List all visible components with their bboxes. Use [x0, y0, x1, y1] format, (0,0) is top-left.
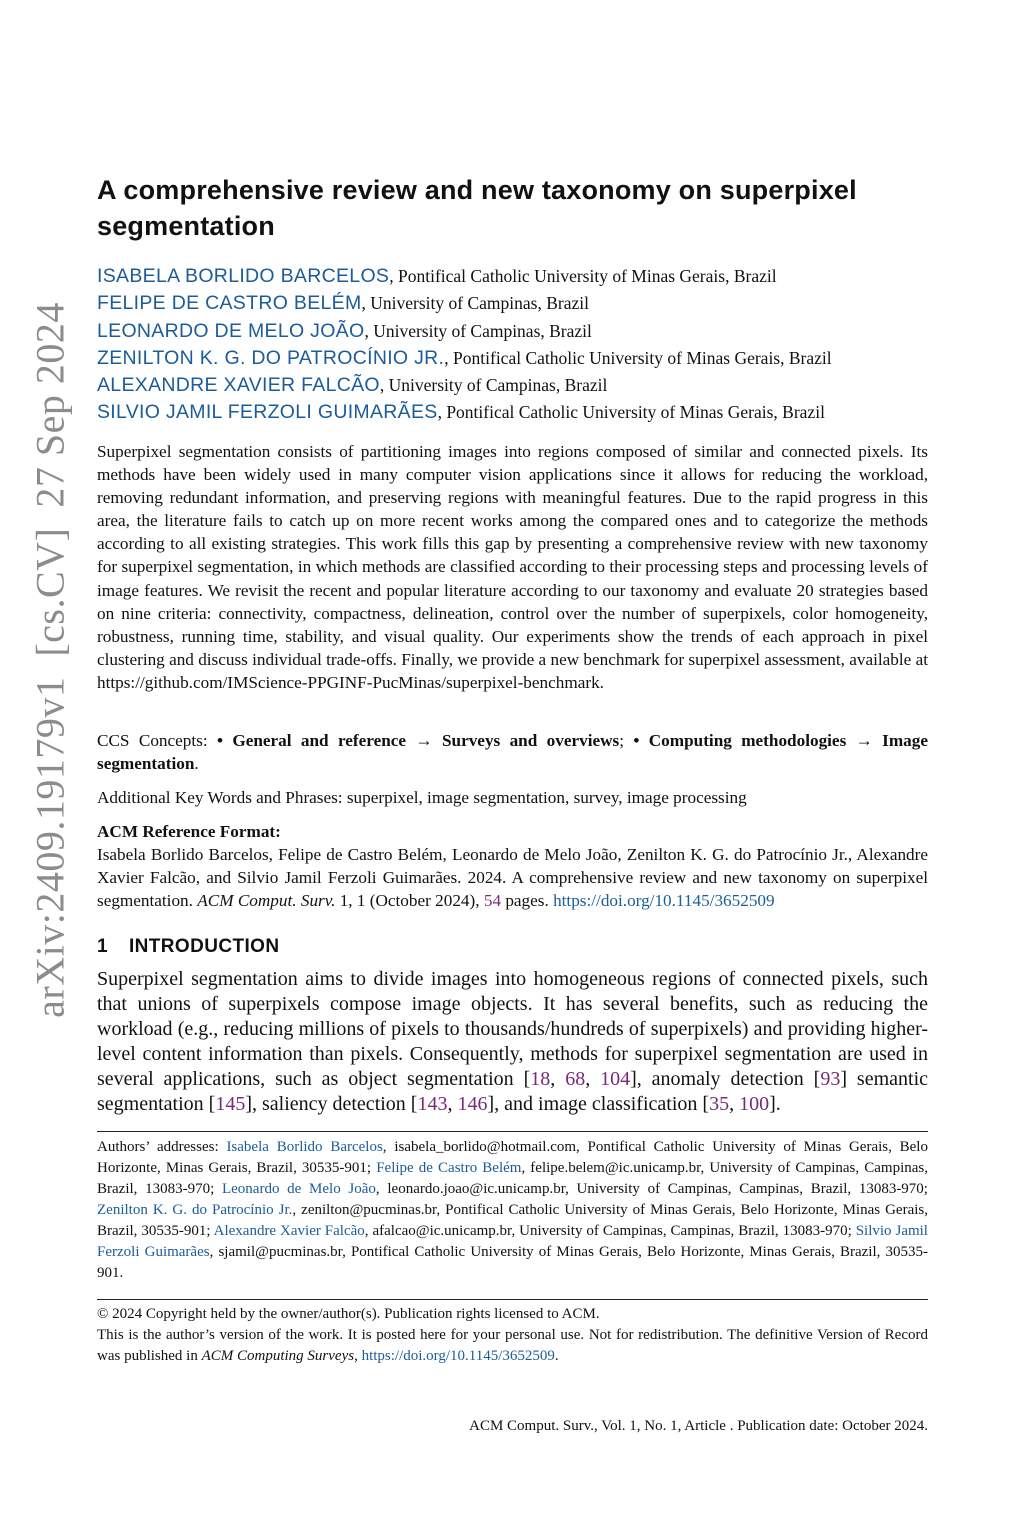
citation-link[interactable]: 146: [457, 1093, 488, 1116]
author: [97, 290, 928, 317]
text-run: CCS Concepts:: [97, 731, 217, 750]
keywords: Additional Key Words and Phrases: superpixel, image segmentation, survey, image processing: [97, 788, 747, 807]
text-run: This is the author’s version of the work. It is posted here for your personal use. Not for redistribution. The definitive Version of Record was published in: [97, 1327, 928, 1364]
ccs-concepts: [97, 729, 928, 775]
text-run: , felipe.belem@ic.unicamp.br, University of Campinas, Campinas, Brazil, 13083-970;: [97, 1160, 928, 1197]
bold-text: • General and reference → Surveys and overviews: [216, 731, 620, 750]
author: [97, 345, 928, 372]
arxiv-category: [cs.CV]: [27, 527, 73, 657]
italic-text: ACM Computing Surveys: [201, 1348, 355, 1364]
author-affiliation: , Pontifical Catholic University of Minas Gerais, Brazil: [444, 347, 832, 368]
citation-link[interactable]: 93: [820, 1068, 841, 1091]
link[interactable]: Silvio Jamil Ferzoli Guimarães: [97, 1223, 928, 1260]
bold-text: • Computing methodologies → Image segmentation: [97, 731, 928, 774]
text-run: ;: [619, 731, 634, 750]
author-affiliation: , University of Campinas, Brazil: [379, 375, 608, 396]
abstract: Superpixel segmentation consists of partitioning images into regions composed of similar and connected pixels. Its methods have been widely used in many computer vision applications since it allows for reducing the workload, removing redundant information, and preserving regions with meaningful features. Due to the rapid progress in this area, the literature fails to catch up on more recent works among the compared ones and to categorize the methods according to all existing strategies. This work fills this gap by presenting a comprehensive review with new taxonomy for superpixel segmentation, in which methods are classified according to their processing steps and processing levels of image features. We revisit the recent and popular literature according to our taxonomy and evaluate 20 strategies based on nine criteria: connectivity, compactness, delineation, control over the number of superpixels, color homogeneity, robustness, running time, stability, and visual quality. Our experiments show the trends of each approach in pixel clustering and discuss individual trade-offs. Finally, we provide a new benchmark for superpixel assessment, available at https://github.com/IMScience-PPGINF-PucMinas/superpixel-benchmark.: [97, 442, 928, 692]
text-run: 1, 1 (October 2024),: [335, 891, 484, 911]
author-name[interactable]: ALEXANDRE XAVIER FALCÃO: [97, 374, 380, 397]
link[interactable]: Alexandre Xavier Falcão: [213, 1223, 365, 1239]
author: [97, 263, 928, 290]
text-run: Isabela Borlido Barcelos, Felipe de Castro Belém, Leonardo de Melo João, Zenilton K. G. do Patrocínio Jr., Alexandre Xavier Falcão, and Silvio Jamil Ferzoli Guimarães. 2024. A comprehensive review and new taxonomy on superpixel segmentation.: [97, 845, 928, 911]
copyright-line: © 2024 Copyright held by the owner/author(s). Publication rights licensed to ACM.: [97, 1306, 600, 1322]
author-name[interactable]: ISABELA BORLIDO BARCELOS: [97, 265, 390, 287]
section-heading: [97, 936, 928, 958]
text-run: .: [554, 1348, 559, 1364]
link[interactable]: Leonardo de Melo João: [221, 1181, 376, 1197]
author-affiliation: , Pontifical Catholic University of Minas Gerais, Brazil: [437, 402, 825, 423]
authors-addresses: [97, 1137, 928, 1284]
text-run: pages.: [501, 891, 554, 911]
text-run: ,: [585, 1068, 601, 1091]
link[interactable]: Isabela Borlido Barcelos: [226, 1139, 383, 1155]
text-run: ,: [354, 1348, 362, 1364]
link[interactable]: Zenilton K. G. do Patrocínio Jr.: [97, 1202, 293, 1218]
citation-link[interactable]: 68: [565, 1068, 586, 1091]
arxiv-stamp: [27, 292, 74, 1028]
arxiv-id: arXiv:2409.19179v1: [27, 676, 73, 1018]
paper-title: [97, 172, 928, 244]
text-run: .: [194, 754, 199, 774]
author-affiliation: , University of Campinas, Brazil: [361, 293, 589, 314]
text-run: , leonardo.joao@ic.unicamp.br, University of Campinas, Campinas, Brazil, 13083-970;: [375, 1181, 928, 1197]
title-line: A comprehensive review and new taxonomy on superpixel: [97, 175, 857, 205]
author-name[interactable]: ZENILTON K. G. DO PATROCÍNIO JR.: [97, 346, 445, 369]
text-run: ,: [550, 1068, 566, 1091]
author-name[interactable]: LEONARDO DE MELO JOÃO: [97, 319, 365, 342]
author: [97, 318, 928, 345]
copyright-notice: [97, 1304, 928, 1367]
text-run: ,: [729, 1093, 740, 1116]
text-run: ], anomaly detection [: [630, 1068, 821, 1091]
author-list: [97, 263, 928, 427]
section-number: 1: [97, 936, 108, 957]
text-run: ,: [447, 1093, 458, 1116]
copyright-divider: [97, 1299, 928, 1300]
text-run: ].: [769, 1093, 781, 1116]
citation-link[interactable]: 54: [483, 891, 502, 911]
reference-heading: ACM Reference Format:: [97, 822, 281, 841]
author: [97, 399, 928, 426]
author-affiliation: , University of Campinas, Brazil: [364, 320, 592, 341]
page-footer: ACM Comput. Surv., Vol. 1, No. 1, Article . Publication date: October 2024.: [469, 1418, 928, 1434]
citation-link[interactable]: 35: [709, 1093, 730, 1116]
section-title: INTRODUCTION: [129, 936, 280, 957]
acm-reference-format: [97, 820, 928, 912]
text-run: , zenilton@pucminas.br, Pontifical Catholic University of Minas Gerais, Belo Horizonte, Minas Gerais, Brazil, 30535-901;: [97, 1202, 928, 1239]
text-run: Superpixel segmentation aims to divide images into homogeneous regions of connected pixels, such that unions of superpixels compose image objects. It has several benefits, such as reducing the workload (e.g., reducing millions of pixels to thousands/hundreds of superpixels) and providing higher-level content information than pixels. Consequently, methods for superpixel segmentation are used in several applications, such as object segmentation [: [97, 968, 928, 1091]
arxiv-date: 27 Sep 2024: [27, 302, 73, 508]
author-affiliation: , Pontifical Catholic University of Minas Gerais, Brazil: [389, 266, 777, 286]
citation-link[interactable]: 104: [600, 1068, 631, 1091]
text-run: , isabela_borlido@hotmail.com, Pontifical Catholic University of Minas Gerais, Belo Horizonte, Minas Gerais, Brazil, 30535-901;: [97, 1139, 928, 1176]
citation-link[interactable]: 143: [417, 1093, 448, 1116]
text-run: , sjamil@pucminas.br, Pontifical Catholic University of Minas Gerais, Belo Horizonte, Minas Gerais, Brazil, 30535-901.: [97, 1244, 929, 1281]
text-run: ], saliency detection [: [245, 1093, 418, 1116]
text-run: Authors’ addresses:: [97, 1139, 227, 1155]
link[interactable]: Felipe de Castro Belém: [376, 1160, 522, 1176]
citation-link[interactable]: 100: [739, 1093, 770, 1116]
title-line: segmentation: [97, 211, 275, 241]
citation-link[interactable]: 145: [215, 1093, 246, 1116]
version-notice: [97, 1325, 928, 1367]
text-run: ], and image classification [: [487, 1093, 710, 1116]
link[interactable]: https://doi.org/10.1145/3652509: [553, 891, 775, 911]
text-run: , afalcao@ic.unicamp.br, University of Campinas, Campinas, Brazil, 13083-970;: [364, 1223, 856, 1239]
text-run: ] semantic segmentation [: [97, 1068, 929, 1116]
citation-link[interactable]: 18: [530, 1068, 551, 1091]
author-name[interactable]: FELIPE DE CASTRO BELÉM: [97, 292, 362, 315]
introduction-paragraph: [97, 967, 928, 1118]
reference-text: [97, 843, 928, 912]
author-name[interactable]: SILVIO JAMIL FERZOLI GUIMARÃES: [97, 401, 438, 424]
author: [97, 372, 928, 399]
footnote-divider: [97, 1131, 928, 1132]
italic-text: ACM Comput. Surv.: [197, 891, 336, 911]
link[interactable]: https://doi.org/10.1145/3652509: [361, 1348, 555, 1364]
